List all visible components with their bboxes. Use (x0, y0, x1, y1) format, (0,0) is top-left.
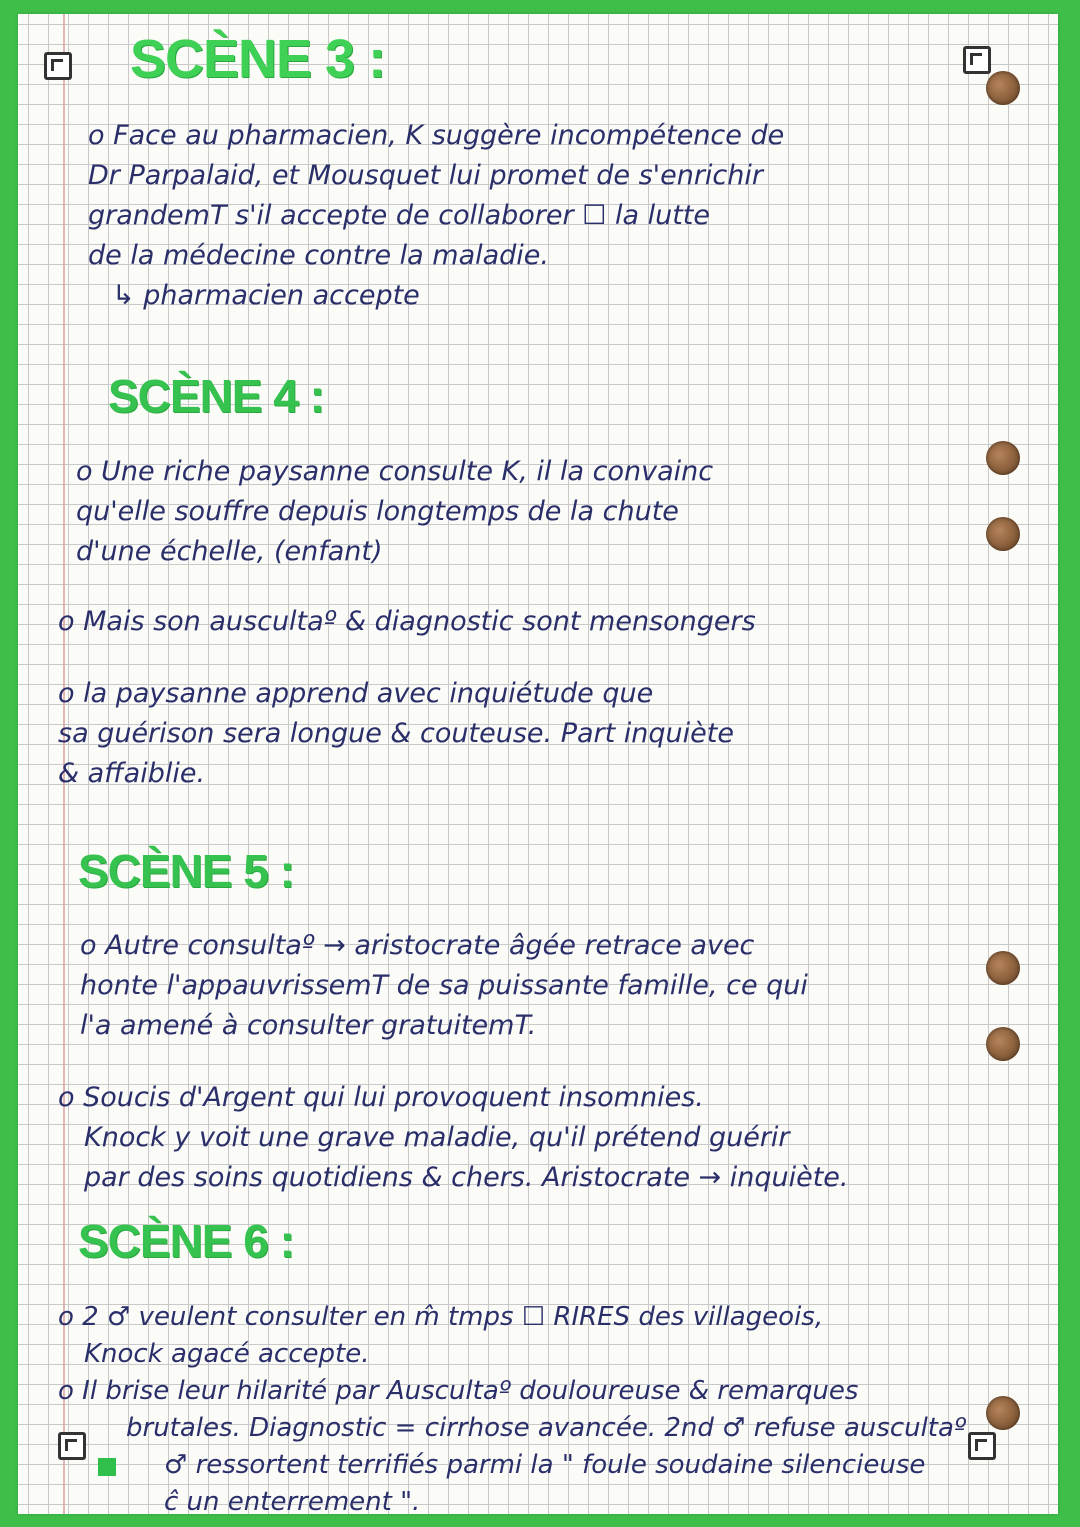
scene5-heading: SCÈNE 5 : (78, 845, 294, 897)
binder-hole-3 (986, 517, 1020, 551)
note-line: o Il brise leur hilarité par Auscultaº douloureuse & remarques (58, 1376, 859, 1406)
scene5-notes (80, 926, 808, 1046)
scene4-note-b (58, 602, 756, 642)
binder-hole-4 (986, 951, 1020, 985)
note-line: Knock y voit une grave maladie, qu'il prétend guérir (84, 1122, 790, 1153)
note-line: qu'elle souffre depuis longtemps de la chute (76, 496, 679, 527)
note-line: de la médecine contre la maladie. (88, 240, 549, 271)
note-line: brutales. Diagnostic = cirrhose avancée. 2nd ♂ refuse auscultaº (126, 1413, 967, 1443)
binder-hole-2 (986, 441, 1020, 475)
scene4-note-c (58, 674, 734, 794)
note-line: Dr Parpalaid, et Mousquet lui promet de s'enrichir (88, 160, 763, 191)
note-line: Knock agacé accepte. (84, 1339, 370, 1369)
scene4-heading: SCÈNE 4 : (108, 370, 324, 422)
note-line: par des soins quotidiens & chers. Aristocrate → inquiète. (84, 1162, 849, 1193)
scene6-heading: SCÈNE 6 : (78, 1215, 294, 1267)
note-line: l'a amené à consulter gratuitemT. (80, 1010, 537, 1041)
note-line: honte l'appauvrissemT de sa puissante famille, ce qui (80, 970, 808, 1001)
note-line: o Une riche paysanne consulte K, il la convainc (76, 456, 714, 487)
corner-mark-icon (44, 52, 72, 80)
note-line: ♂ ressortent terrifiés parmi la " foule soudaine silencieuse (164, 1450, 926, 1480)
corner-mark-icon (963, 46, 991, 74)
binder-hole-1 (986, 71, 1020, 105)
note-line: sa guérison sera longue & couteuse. Part inquiète (58, 718, 734, 749)
note-line: o la paysanne apprend avec inquiétude que (58, 678, 654, 709)
note-line: o Autre consultaº → aristocrate âgée retrace avec (80, 930, 755, 961)
scene4-notes (76, 452, 713, 572)
scene3-notes (88, 116, 784, 316)
binder-hole-5 (986, 1027, 1020, 1061)
scene3-heading: SCÈNE 3 : (130, 29, 386, 89)
binder-hole-6 (986, 1396, 1020, 1430)
note-line: grandemT s'il accepte de collaborer ☐ la lutte (88, 200, 710, 231)
note-line: & affaiblie. (58, 758, 206, 789)
note-line: d'une échelle, (enfant) (76, 536, 383, 567)
scene5-note-b (58, 1078, 849, 1198)
notebook-page (18, 14, 1058, 1517)
note-line: ↳ pharmacien accepte (112, 280, 420, 311)
scene6-notes (58, 1299, 966, 1521)
note-line: o Soucis d'Argent qui lui provoquent insomnies. (58, 1082, 704, 1113)
note-line: o 2 ♂ veulent consulter en m̂ tmps ☐ RIRES des villageois, (58, 1302, 824, 1332)
note-line: ĉ un enterrement ". (164, 1487, 421, 1517)
note-line: o Mais son auscultaº & diagnostic sont mensongers (58, 606, 756, 637)
corner-mark-icon (968, 1432, 996, 1460)
note-line: o Face au pharmacien, K suggère incompétence de (88, 120, 785, 151)
